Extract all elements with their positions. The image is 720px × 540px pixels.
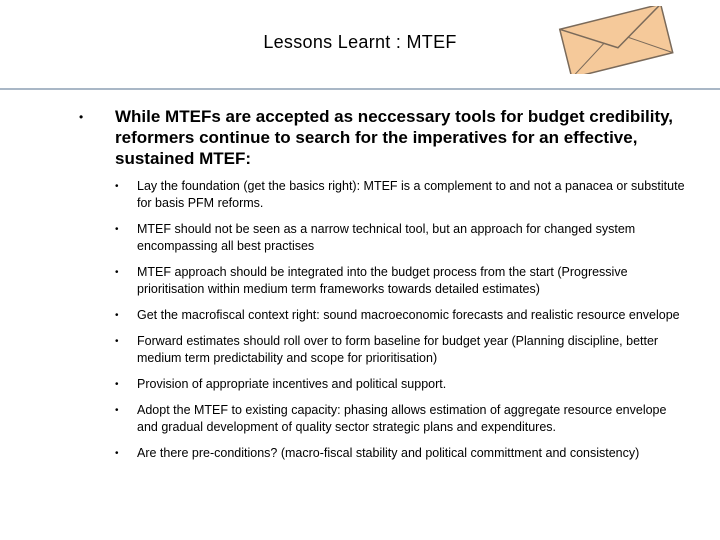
title-divider <box>0 88 720 90</box>
sub-point-text: Forward estimates should roll over to form baseline for budget year (Planning discipline, better medium term predictability and scope for prioritisation) <box>137 334 659 365</box>
sub-point <box>115 221 685 255</box>
sub-point <box>115 178 685 212</box>
sub-bullet: • <box>115 448 119 459</box>
sub-bullet: • <box>115 379 119 390</box>
sub-bullet: • <box>115 267 119 278</box>
sub-bullet: • <box>115 224 119 235</box>
sub-point <box>115 264 685 298</box>
sub-point-text: Adopt the MTEF to existing capacity: phasing allows estimation of aggregate resource envelope and gradual development of quality sector strategic plans and expenditures. <box>137 403 667 434</box>
sub-point-list <box>115 178 685 471</box>
sub-point-text: MTEF should not be seen as a narrow technical tool, but an approach for changed system encompassing all best practises <box>137 222 636 253</box>
main-bullet: • <box>79 110 84 124</box>
sub-point-text: Provision of appropriate incentives and political support. <box>137 377 447 391</box>
slide-title: Lessons Learnt : MTEF <box>263 32 457 52</box>
sub-point-text: Get the macrofiscal context right: sound macroeconomic forecasts and realistic resource envelope <box>137 308 680 322</box>
sub-bullet: • <box>115 336 119 347</box>
sub-bullet: • <box>115 405 119 416</box>
sub-point <box>115 307 685 324</box>
sub-point <box>115 333 685 367</box>
envelope-icon <box>556 6 676 74</box>
sub-point-text: Are there pre-conditions? (macro-fiscal stability and political committment and consistency) <box>137 446 640 460</box>
sub-point-text: Lay the foundation (get the basics right): MTEF is a complement to and not a panacea or substitute for basis PFM reforms. <box>137 179 685 210</box>
sub-bullet: • <box>115 181 119 192</box>
main-point: While MTEFs are accepted as neccessary tools for budget credibility, reformers continue to search for the imperatives for an effective, sustained MTEF: <box>115 107 674 168</box>
sub-point-text: MTEF approach should be integrated into the budget process from the start (Progressive prioritisation within medium term frameworks towards detailed estimates) <box>137 265 628 296</box>
sub-bullet: • <box>115 310 119 321</box>
sub-point <box>115 376 685 393</box>
sub-point <box>115 445 685 462</box>
sub-point <box>115 402 685 436</box>
